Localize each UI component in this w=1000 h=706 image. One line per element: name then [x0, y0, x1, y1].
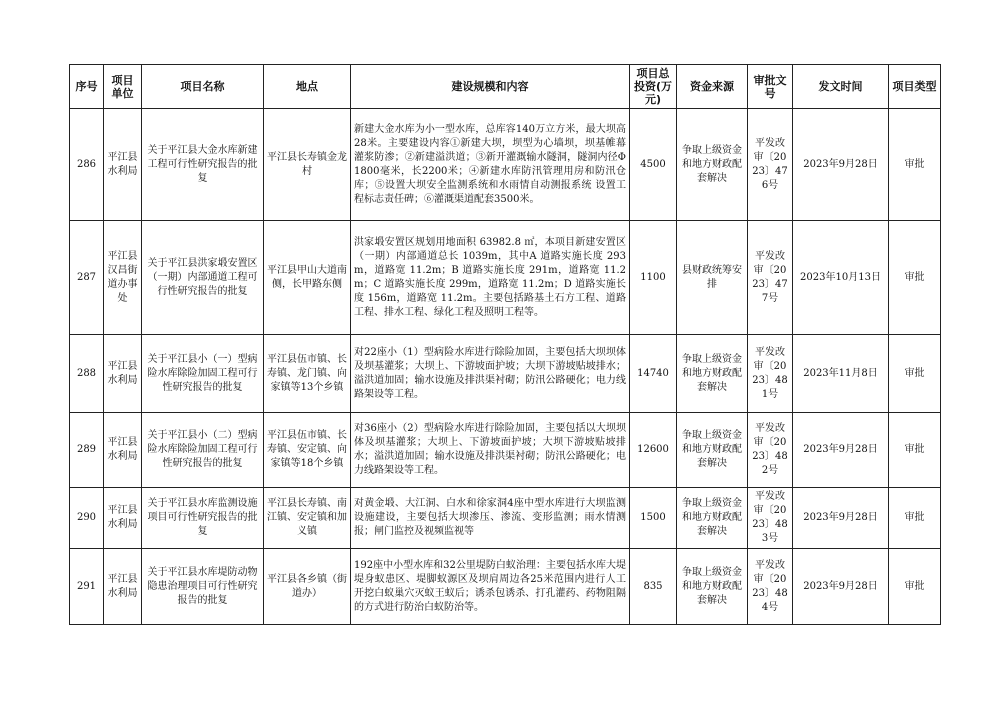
cell-content: 对22座小（1）型病险水库进行除险加固，主要包括大坝坝体及坝基灌浆；大坝上、下游坡面护坡；大坝下游坡贴坡排水；溢洪道加固；输水设施及排洪渠衬砌；防汛公路硬化；电力线路架设等工程。 — [351, 335, 630, 413]
cell-location: 平江县伍市镇、长寿镇、龙门镇、向家镇等13个乡镇 — [264, 335, 351, 413]
cell-date: 2023年9月28日 — [793, 549, 889, 625]
cell-approval-no: 平发改审〔2023〕481号 — [748, 335, 793, 413]
cell-funding: 县财政统筹安排 — [677, 221, 748, 335]
cell-content: 对36座小（2）型病险水库进行除险加固，主要包括以大坝坝体及坝基灌浆；大坝上、下游坡面护坡；大坝下游坡贴坡排水；溢洪道加固；输水设施及排洪渠衬砌；防汛公路硬化；电力线路架设等工程。 — [351, 413, 630, 488]
cell-type: 审批 — [889, 221, 941, 335]
header-row — [70, 65, 941, 109]
cell-funding: 争取上级资金和地方财政配套解决 — [677, 335, 748, 413]
cell-content: 对黄金塅、大江洞、白水和徐家洞4座中型水库进行大坝监测设施建设，主要包括大坝渗压、渗流、变形监测；雨水情测报；闸门监控及视频监视等 — [351, 488, 630, 549]
cell-name: 关于平江县小（二）型病险水库除险加固工程可行性研究报告的批复 — [142, 413, 264, 488]
table-row — [70, 221, 941, 335]
cell-name: 关于平江县水库监测设施项目可行性研究报告的批复 — [142, 488, 264, 549]
header-type: 项目类型 — [889, 65, 941, 109]
header-no: 序号 — [70, 65, 104, 109]
cell-approval-no: 平发改审〔2023〕476号 — [748, 109, 793, 221]
cell-investment: 14740 — [630, 335, 677, 413]
cell-funding: 争取上级资金和地方财政配套解决 — [677, 413, 748, 488]
cell-date: 2023年9月28日 — [793, 413, 889, 488]
cell-no: 291 — [70, 549, 104, 625]
cell-funding: 争取上级资金和地方财政配套解决 — [677, 549, 748, 625]
cell-date: 2023年9月28日 — [793, 488, 889, 549]
header-funding: 资金来源 — [677, 65, 748, 109]
cell-investment: 1500 — [630, 488, 677, 549]
cell-no: 286 — [70, 109, 104, 221]
cell-name: 关于平江县水库堤防动物隐患治理项目可行性研究报告的批复 — [142, 549, 264, 625]
cell-no: 289 — [70, 413, 104, 488]
cell-approval-no: 平发改审〔2023〕483号 — [748, 488, 793, 549]
header-content: 建设规模和内容 — [351, 65, 630, 109]
cell-location: 平江县长寿镇、南江镇、安定镇和加义镇 — [264, 488, 351, 549]
cell-name: 关于平江县小（一）型病险水库除险加固工程可行性研究报告的批复 — [142, 335, 264, 413]
cell-no: 288 — [70, 335, 104, 413]
cell-name: 关于平江县大金水库新建工程可行性研究报告的批复 — [142, 109, 264, 221]
cell-location: 平江县甲山大道南侧，长甲路东侧 — [264, 221, 351, 335]
cell-date: 2023年11月8日 — [793, 335, 889, 413]
projects-table — [69, 64, 941, 625]
table-row — [70, 549, 941, 625]
cell-date: 2023年9月28日 — [793, 109, 889, 221]
cell-content: 洪家塅安置区规划用地面积 63982.8 ㎡，本项目新建安置区（一期）内部通道总长 1039m，其中A 道路实施长度 293m，道路宽 11.2m；B 道路实施长度 291m，道路宽 11.2m；C 道路实施长度 299m，道路宽 11.2m；D 道路实施长度 156m，道路宽 11.2m。主要包括路基土石方工程、道路工程、排水工程、绿化工程及照明工程等。 — [351, 221, 630, 335]
cell-investment: 12600 — [630, 413, 677, 488]
cell-type: 审批 — [889, 488, 941, 549]
table-row — [70, 335, 941, 413]
cell-location: 平江县长寿镇金龙村 — [264, 109, 351, 221]
cell-location: 平江县各乡镇（街道办） — [264, 549, 351, 625]
cell-investment: 835 — [630, 549, 677, 625]
cell-unit: 平江县水利局 — [104, 488, 142, 549]
cell-content: 新建大金水库为小一型水库，总库容140万立方米，最大坝高28米。主要建设内容①新建大坝，坝型为心墙坝，坝基帷幕灌浆防渗；②新建溢洪道；③新开灌溉输水隧洞，隧洞内径Φ1800毫米，长2200米；④新建水库防汛管理用房和防汛仓库；⑤设置大坝安全监测系统和水雨情自动测报系统 设置工程标志责任碑；⑥灌溉渠道配套3500米。 — [351, 109, 630, 221]
cell-funding: 争取上级资金和地方财政配套解决 — [677, 488, 748, 549]
cell-investment: 4500 — [630, 109, 677, 221]
cell-type: 审批 — [889, 335, 941, 413]
cell-date: 2023年10月13日 — [793, 221, 889, 335]
cell-location: 平江县伍市镇、长寿镇、安定镇、向家镇等18个乡镇 — [264, 413, 351, 488]
cell-unit: 平江县水利局 — [104, 413, 142, 488]
header-name: 项目名称 — [142, 65, 264, 109]
cell-unit: 平江县汉昌街道办事处 — [104, 221, 142, 335]
cell-content: 192座中小型水库和32公里堤防白蚁治理：主要包括水库大堤堤身蚁患区、堤脚蚁源区及坝肩周边各25米范围内进行人工开挖白蚁巢穴灭蚁王蚁后；诱杀包诱杀、打孔灌药、药物阻隔的方式进行防治白蚁防治等。 — [351, 549, 630, 625]
header-approval-no: 审批文号 — [748, 65, 793, 109]
cell-unit: 平江县水利局 — [104, 335, 142, 413]
cell-no: 290 — [70, 488, 104, 549]
cell-unit: 平江县水利局 — [104, 549, 142, 625]
header-location: 地点 — [264, 65, 351, 109]
table-row — [70, 413, 941, 488]
cell-type: 审批 — [889, 109, 941, 221]
cell-name: 关于平江县洪家塅安置区（一期）内部通道工程可行性研究报告的批复 — [142, 221, 264, 335]
cell-no: 287 — [70, 221, 104, 335]
cell-investment: 1100 — [630, 221, 677, 335]
table-row — [70, 488, 941, 549]
cell-type: 审批 — [889, 549, 941, 625]
table-row — [70, 109, 941, 221]
header-date: 发文时间 — [793, 65, 889, 109]
header-unit: 项目单位 — [104, 65, 142, 109]
cell-approval-no: 平发改审〔2023〕484号 — [748, 549, 793, 625]
cell-unit: 平江县水利局 — [104, 109, 142, 221]
cell-funding: 争取上级资金和地方财政配套解决 — [677, 109, 748, 221]
header-investment: 项目总投资(万元) — [630, 65, 677, 109]
cell-approval-no: 平发改审〔2023〕477号 — [748, 221, 793, 335]
cell-type: 审批 — [889, 413, 941, 488]
cell-approval-no: 平发改审〔2023〕482号 — [748, 413, 793, 488]
